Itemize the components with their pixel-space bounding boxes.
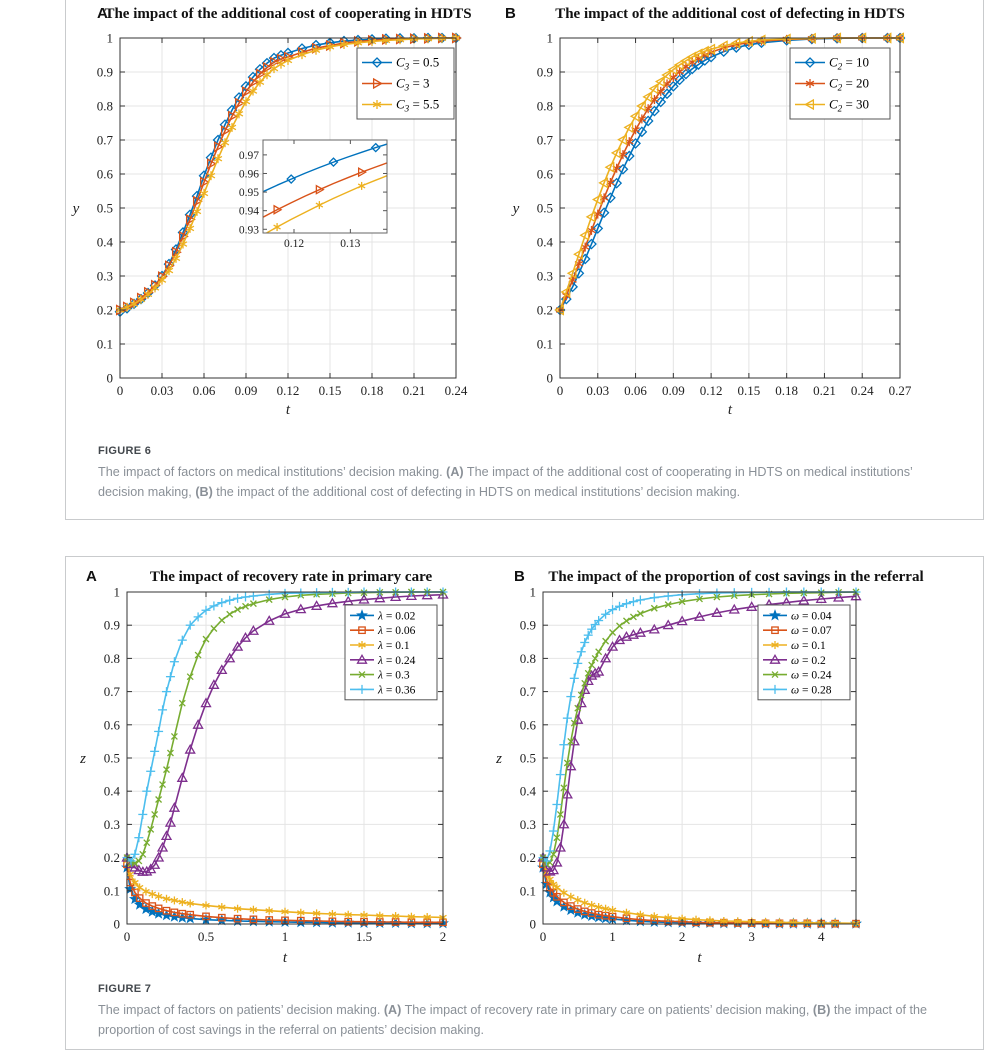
y-tick-label: 0.9 bbox=[103, 617, 120, 633]
legend-label: λ = 0.1 bbox=[378, 640, 410, 652]
figure-7-charts bbox=[66, 565, 983, 973]
y-tick-label: 0.1 bbox=[519, 883, 536, 899]
figure-7-label: FIGURE 7 bbox=[98, 983, 152, 995]
figure-7-caption-text bbox=[98, 1001, 953, 1040]
x-axis-label: t bbox=[727, 402, 733, 418]
panel-letter: A bbox=[97, 5, 108, 22]
chart-6b bbox=[502, 1, 984, 423]
legend-label: $C_3 = 3$ bbox=[396, 75, 430, 93]
inset-y-tick-label: 0.97 bbox=[238, 149, 259, 162]
legend-label: ω = 0.04 bbox=[791, 610, 832, 623]
figure-7-caption bbox=[66, 983, 983, 1040]
y-tick-label: 0.5 bbox=[103, 750, 120, 766]
y-tick-label: 0.7 bbox=[536, 132, 553, 148]
y-tick-label: 0.9 bbox=[536, 64, 553, 80]
y-tick-label: 0.1 bbox=[103, 883, 120, 899]
x-tick-label: 0 bbox=[116, 383, 124, 398]
x-tick-label: 0.06 bbox=[192, 383, 216, 398]
y-tick-label: 0.9 bbox=[96, 64, 113, 80]
x-tick-label: 3 bbox=[748, 929, 755, 944]
y-tick-label: 1 bbox=[106, 30, 113, 46]
y-tick-label: 0.2 bbox=[536, 302, 553, 318]
caption-text-segment: The impact of recovery rate in primary care on patients’ decision making, bbox=[401, 1003, 813, 1017]
caption-panel-ref: (A) bbox=[383, 1003, 402, 1017]
y-tick-label: 0.4 bbox=[519, 783, 536, 799]
legend bbox=[345, 605, 437, 700]
legend-label: λ = 0.36 bbox=[378, 684, 416, 697]
inset-x-tick-label: 0.12 bbox=[283, 238, 305, 250]
x-axis-label: t bbox=[697, 950, 702, 966]
x-tick-label: 0.18 bbox=[360, 383, 384, 398]
x-tick-label: 0.09 bbox=[234, 383, 258, 398]
y-axis-label: z bbox=[496, 751, 502, 767]
x-tick-label: 0.03 bbox=[586, 383, 610, 398]
x-tick-label: 0.12 bbox=[699, 383, 723, 398]
y-tick-label: 0 bbox=[106, 370, 113, 386]
x-tick-label: 0.5 bbox=[197, 929, 215, 944]
legend-label: λ = 0.24 bbox=[378, 654, 416, 667]
inset-y-tick-label: 0.96 bbox=[238, 168, 259, 181]
y-tick-label: 0.6 bbox=[103, 717, 120, 733]
caption-panel-ref: (B) bbox=[812, 1003, 831, 1017]
y-tick-label: 0.7 bbox=[519, 684, 536, 700]
y-tick-label: 0 bbox=[113, 916, 120, 932]
inset-y-tick-label: 0.94 bbox=[238, 205, 259, 218]
y-tick-label: 0.6 bbox=[519, 717, 536, 733]
caption-text-segment: The impact of factors on patients’ decision making. bbox=[98, 1003, 384, 1017]
y-tick-label: 0.4 bbox=[96, 234, 113, 250]
x-tick-label: 0 bbox=[556, 383, 564, 398]
figure-6-caption-text bbox=[98, 463, 953, 502]
y-tick-label: 0.8 bbox=[103, 650, 120, 666]
x-tick-label: 0.27 bbox=[888, 383, 912, 398]
y-tick-label: 0.6 bbox=[96, 166, 113, 182]
y-tick-label: 0.2 bbox=[519, 850, 536, 866]
x-tick-label: 1 bbox=[281, 929, 289, 944]
x-tick-label: 2 bbox=[439, 929, 447, 944]
x-tick-label: 0.03 bbox=[150, 383, 174, 398]
y-tick-label: 0.6 bbox=[536, 166, 553, 182]
caption-panel-ref: (B) bbox=[195, 484, 213, 499]
chart-title: The impact of the additional cost of defecting in HDTS bbox=[555, 6, 905, 22]
y-tick-label: 0.3 bbox=[536, 268, 553, 284]
x-axis-label: t bbox=[282, 950, 288, 966]
legend bbox=[758, 605, 850, 700]
x-tick-label: 1 bbox=[609, 929, 616, 944]
figure-6-label: FIGURE 6 bbox=[98, 445, 152, 457]
legend-label: $C_2 = 20$ bbox=[829, 75, 870, 93]
caption-text-segment: The impact of factors on medical institutions’ decision making. bbox=[98, 465, 447, 479]
x-axis-label: t bbox=[285, 402, 291, 418]
x-tick-label: 0.24 bbox=[850, 383, 874, 398]
legend bbox=[790, 48, 890, 119]
y-tick-label: 0.2 bbox=[96, 302, 113, 318]
legend-label: ω = 0.1 bbox=[791, 640, 826, 652]
caption-text-segment: the impact of the proportion of cost savings in the referral on patients’ decision making. bbox=[98, 1003, 927, 1037]
chart-7b bbox=[486, 565, 984, 969]
y-tick-label: 0.5 bbox=[96, 200, 113, 216]
chart-6a bbox=[66, 1, 536, 423]
chart-title: The impact of the additional cost of cooperating in HDTS bbox=[104, 6, 472, 22]
y-tick-label: 0.3 bbox=[96, 268, 113, 284]
y-tick-label: 1 bbox=[113, 584, 120, 600]
x-tick-label: 1.5 bbox=[355, 929, 373, 944]
y-tick-label: 0 bbox=[546, 370, 553, 386]
x-tick-label: 0.06 bbox=[624, 383, 647, 398]
y-tick-label: 0 bbox=[529, 916, 536, 932]
y-axis-label: z bbox=[80, 751, 86, 767]
x-tick-label: 0.15 bbox=[318, 383, 342, 398]
y-axis-label: y bbox=[512, 201, 520, 217]
inset-x-tick-label: 0.13 bbox=[340, 238, 361, 250]
legend-label: $C_3 = 5.5$ bbox=[396, 96, 440, 114]
caption-panel-ref: (A) bbox=[446, 465, 464, 479]
legend-label: ω = 0.24 bbox=[791, 669, 832, 682]
legend-label: $C_2 = 10$ bbox=[829, 54, 870, 72]
figure-6-panel bbox=[65, 0, 984, 520]
y-tick-label: 0.1 bbox=[536, 336, 553, 352]
chart-title: The impact of recovery rate in primary care bbox=[149, 569, 433, 585]
y-tick-label: 0.5 bbox=[536, 200, 553, 216]
legend-label: λ = 0.02 bbox=[378, 610, 416, 623]
y-tick-label: 0.8 bbox=[519, 650, 536, 666]
panel-letter: B bbox=[505, 5, 516, 22]
y-tick-label: 0.4 bbox=[536, 234, 553, 250]
y-tick-label: 0.5 bbox=[519, 750, 536, 766]
y-tick-label: 0.2 bbox=[103, 850, 120, 866]
inset-y-tick-label: 0.93 bbox=[238, 224, 259, 237]
y-tick-label: 0.3 bbox=[519, 816, 536, 832]
y-tick-label: 0.8 bbox=[536, 98, 553, 114]
legend-label: λ = 0.06 bbox=[378, 625, 416, 638]
figure-7-panel bbox=[65, 556, 984, 1050]
figure-6-caption bbox=[66, 445, 983, 502]
y-tick-label: 0.7 bbox=[96, 132, 113, 148]
legend-label: ω = 0.07 bbox=[791, 625, 832, 638]
y-tick-label: 1 bbox=[529, 584, 536, 600]
panel-letter: B bbox=[514, 568, 525, 585]
caption-text-segment: the impact of the additional cost of defecting in HDTS on medical institutions’ decision making. bbox=[212, 484, 741, 499]
legend-label: ω = 0.28 bbox=[791, 684, 832, 697]
x-tick-label: 0.15 bbox=[737, 383, 761, 398]
inset-y-tick-label: 0.95 bbox=[238, 187, 259, 200]
y-tick-label: 0.1 bbox=[96, 336, 113, 352]
legend-label: $C_2 = 30$ bbox=[829, 96, 870, 114]
y-tick-label: 0.4 bbox=[103, 783, 120, 799]
panel-letter: A bbox=[86, 568, 97, 585]
caption-text-segment: The impact of the additional cost of cooperating in HDTS on medical institutions’ decision making, bbox=[98, 465, 913, 499]
x-tick-label: 2 bbox=[678, 929, 686, 944]
legend-label: ω = 0.2 bbox=[791, 654, 826, 667]
x-tick-label: 4 bbox=[817, 929, 825, 944]
x-tick-label: 0 bbox=[539, 929, 547, 944]
legend-label: λ = 0.3 bbox=[378, 669, 410, 682]
y-tick-label: 1 bbox=[546, 30, 553, 46]
y-axis-label: y bbox=[72, 201, 80, 217]
chart-title: The impact of the proportion of cost savings in the referral bbox=[548, 569, 924, 585]
legend bbox=[357, 48, 454, 119]
legend-label: $C_3 = 0.5$ bbox=[396, 54, 440, 72]
y-tick-label: 0.9 bbox=[519, 617, 536, 633]
x-tick-label: 0.09 bbox=[661, 383, 685, 398]
y-tick-label: 0.7 bbox=[103, 684, 120, 700]
x-tick-label: 0.24 bbox=[444, 383, 468, 398]
x-tick-label: 0 bbox=[123, 929, 131, 944]
y-tick-label: 0.3 bbox=[103, 816, 120, 832]
figure-6-charts bbox=[66, 1, 983, 425]
x-tick-label: 0.21 bbox=[813, 383, 836, 398]
y-tick-label: 0.8 bbox=[96, 98, 113, 114]
x-tick-label: 0.12 bbox=[276, 383, 300, 398]
chart-7a bbox=[66, 565, 526, 969]
x-tick-label: 0.18 bbox=[775, 383, 799, 398]
x-tick-label: 0.21 bbox=[402, 383, 426, 398]
